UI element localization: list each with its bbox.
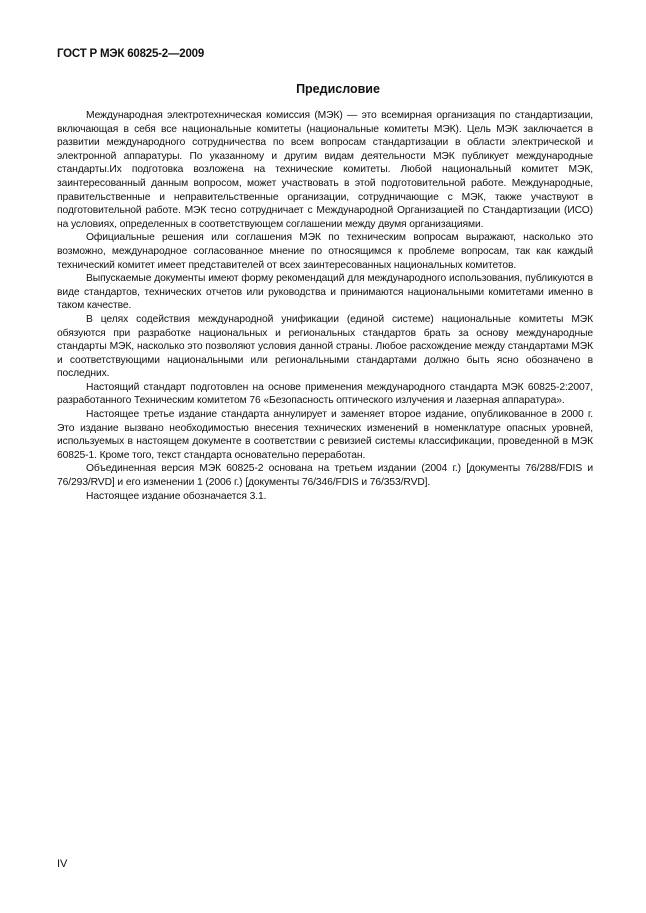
foreword-body — [57, 109, 593, 503]
page-title: Предисловие — [296, 82, 380, 96]
paragraph: Настоящее издание обозначается 3.1. — [86, 490, 267, 502]
paragraph: Объединенная версия МЭК 60825-2 основана на третьем издании (2004 г.) [документы 76/288/FDIS и 76/293/RVD] и его изменении 1 (2006 г.) [документы 76/346/FDIS и 76/353/RVD]. — [57, 463, 593, 489]
paragraph: Международная электротехническая комиссия (МЭК) — это всемирная организация по стандартизации, включающая в себя все национальные комитеты (национальные комитеты МЭК). Цель МЭК заключается в развитии международного сотрудничества по всем вопросам стандартизации в области электрической и электронной аппаратуры. По указанному и другим видам деятельности МЭК публикует международные стандарты.Их подготовка возложена на технические комитеты. Любой национальный комитет МЭК, заинтересованный данным вопросом, может участвовать в этой подготовительной работе. Международные, правительственные и неправительственные организации, сотрудничающие с МЭК, также участвуют в подготовительной работе. МЭК тесно сотрудничает с Международной Организацией по Стандартизации (ИСО) на условиях, определенных в соответствующем соглашении между двумя организациями. — [57, 110, 593, 230]
paragraph: Официальные решения или соглашения МЭК по техническим вопросам выражают, насколько это возможно, международное согласованное мнение по относящимся к проблеме вопросам, так как каждый технический комитет имеет представителей от всех заинтересованных национальных комитетов. — [57, 232, 593, 271]
page-number: IV — [57, 858, 68, 870]
paragraph: Выпускаемые документы имеют форму рекомендаций для международного использования, публикуются в виде стандартов, технических отчетов или руководства и принимаются национальными комитетами именно в таком качестве. — [57, 273, 593, 312]
standard-code-header: ГОСТ Р МЭК 60825-2—2009 — [57, 48, 205, 60]
paragraph: Настоящий стандарт подготовлен на основе применения международного стандарта МЭК 60825-2:2007, разработанного Техническим комитетом 76 «Безопасность оптического излучения и лазерная аппаратура». — [57, 381, 593, 407]
paragraph: Настоящее третье издание стандарта аннулирует и заменяет второе издание, опубликованное в 2000 г. Это издание вызвано необходимостью внесения технических изменений в номенклатуре опасных уровней, используемых в настоящем документе в соответствии с ревизией системы классификации, проведенной в МЭК 60825-1. Кроме того, текст стандарта основательно переработан. — [57, 409, 593, 461]
paragraph: В целях содействия международной унификации (единой системе) национальные комитеты МЭК обязуются при разработке национальных и региональных стандартов брать за основу международные стандарты МЭК, насколько это позволяют условия данной страны. Любое расхождение между стандартами МЭК и соответствующими национальными или региональными стандартами должно быть ясно обозначено в последних. — [57, 313, 593, 380]
